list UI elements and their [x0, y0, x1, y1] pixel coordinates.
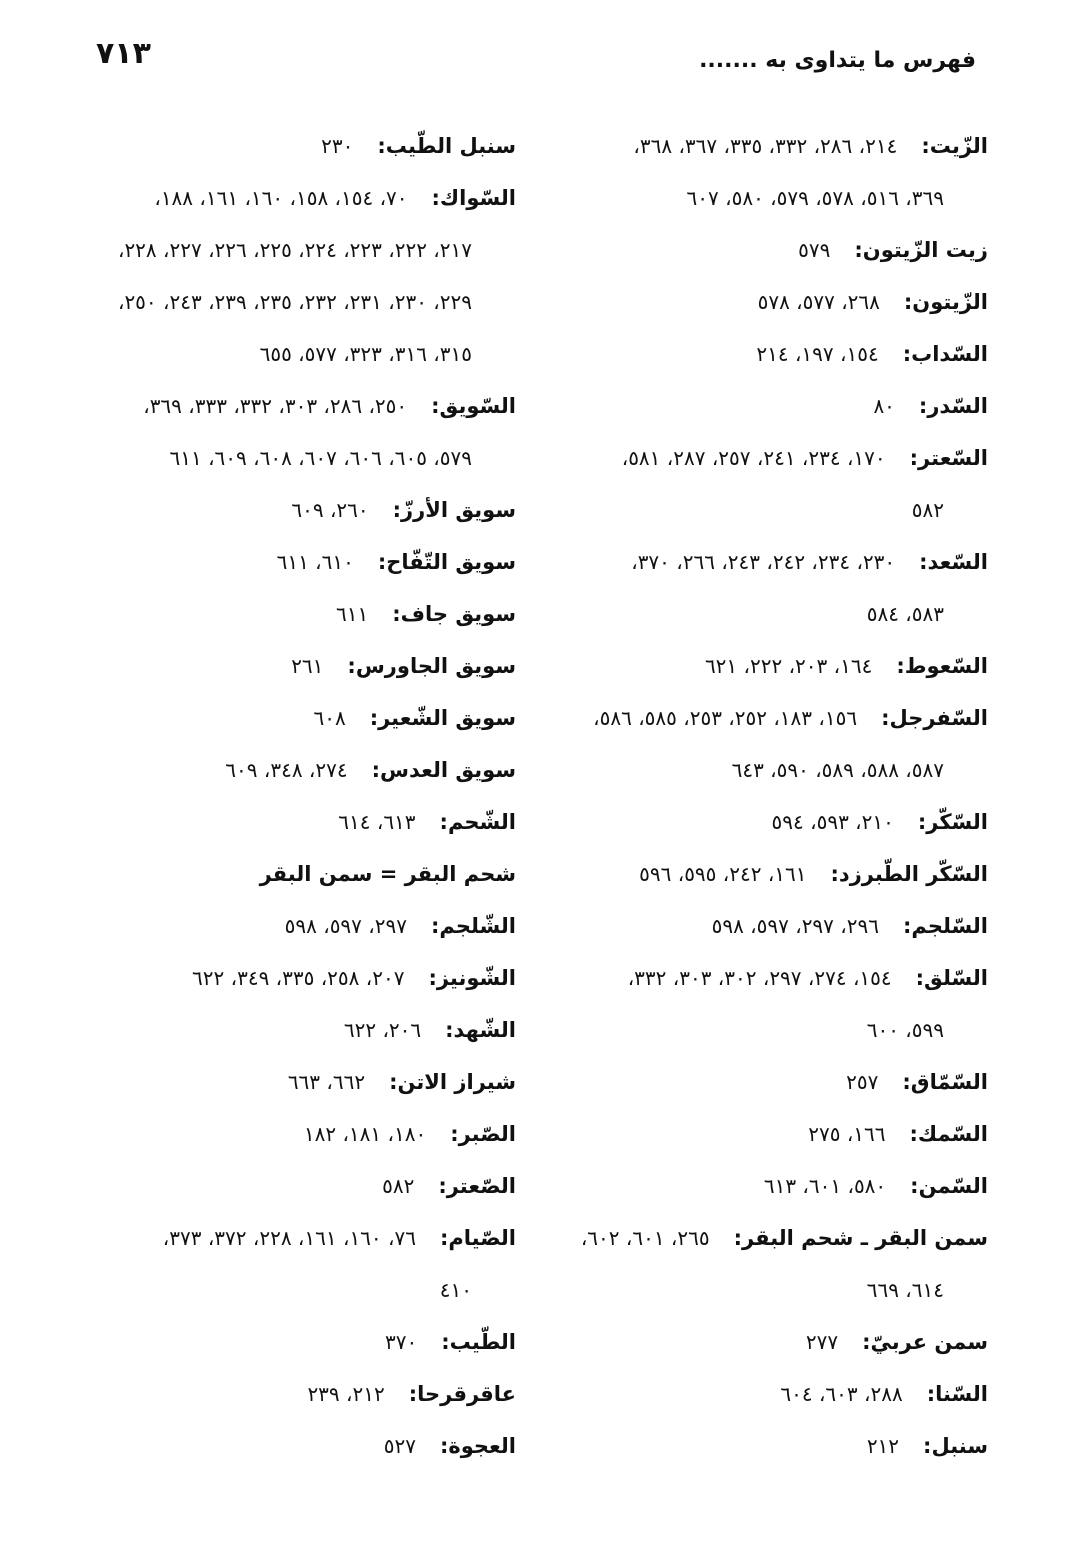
- index-entry: [548, 796, 988, 848]
- index-entry: [76, 1212, 516, 1264]
- entry-term: سويق الجاورس:: [347, 654, 516, 678]
- page-number: ٧١٣: [96, 36, 151, 71]
- entry-term: السّفرجل:: [881, 706, 988, 730]
- index-entry: [548, 900, 988, 952]
- entry-page-refs: ٢٧٤، ٣٤٨، ٦٠٩: [225, 758, 348, 782]
- entry-page-refs: ٦١٤، ٦٦٩: [866, 1278, 944, 1302]
- entry-term: السّلجم:: [902, 914, 988, 938]
- entry-page-refs: ٧٠، ١٥٤، ١٥٨، ١٦٠، ١٦١، ١٨٨،: [154, 186, 408, 210]
- entry-term: السّمن:: [910, 1174, 988, 1198]
- entry-page-refs: ١٦٦، ٢٧٥: [808, 1122, 886, 1146]
- index-entry: [548, 224, 988, 276]
- entry-page-refs: ٥٧٩: [798, 238, 831, 262]
- entry-term: الشّلجم:: [430, 914, 516, 938]
- entry-page-refs: ٥٧٩، ٦٠٥، ٦٠٦، ٦٠٧، ٦٠٨، ٦٠٩، ٦١١: [169, 446, 472, 470]
- entry-term: سويق التّفّاح:: [377, 550, 516, 574]
- index-entry-continuation: [76, 328, 516, 380]
- index-entry: [76, 380, 516, 432]
- entry-page-refs: ٢٥٧: [846, 1070, 879, 1094]
- entry-page-refs: ٥٨٠، ٦٠١، ٦١٣: [763, 1174, 887, 1198]
- index-entry: [548, 432, 988, 484]
- index-entry: [76, 796, 516, 848]
- entry-page-refs: ٢٦١: [291, 654, 324, 678]
- index-entry: [548, 1316, 988, 1368]
- index-entry: [76, 172, 516, 224]
- entry-term: السّكّر الطّبرزد:: [830, 862, 988, 886]
- entry-page-refs: ٢٨٨، ٦٠٣، ٦٠٤: [780, 1382, 903, 1406]
- entry-page-refs: ٢١٠، ٥٩٣، ٥٩٤: [771, 810, 894, 834]
- index-entry: [76, 1368, 516, 1420]
- index-entry: [76, 1004, 516, 1056]
- entry-term: سويق جاف:: [392, 602, 516, 626]
- index-entry-continuation: [76, 1264, 516, 1316]
- entry-page-refs: ٢١٧، ٢٢٢، ٢٢٣، ٢٢٤، ٢٢٥، ٢٢٦، ٢٢٧، ٢٢٨،: [117, 238, 472, 262]
- entry-page-refs: ٢٩٦، ٢٩٧، ٥٩٧، ٥٩٨: [711, 914, 879, 938]
- index-entry: [76, 484, 516, 536]
- index-entry: [548, 1108, 988, 1160]
- entry-page-refs: ٢٦٨، ٥٧٧، ٥٧٨: [757, 290, 880, 314]
- entry-term: السّويق:: [431, 394, 516, 418]
- entry-page-refs: ٨٠: [873, 394, 895, 418]
- entry-term: السّنا:: [926, 1382, 988, 1406]
- entry-page-refs: ٢٠٦، ٦٢٢: [343, 1018, 422, 1042]
- entry-term: العجوة:: [439, 1434, 516, 1458]
- entry-page-refs: ٢٦٥، ٦٠١، ٦٠٢،: [580, 1226, 710, 1250]
- index-entry: [548, 328, 988, 380]
- entry-term: السّعد:: [919, 550, 988, 574]
- entry-page-refs: ٢٢٩، ٢٣٠، ٢٣١، ٢٣٢، ٢٣٥، ٢٣٩، ٢٤٣، ٢٥٠،: [117, 290, 472, 314]
- entry-page-refs: ٣١٥، ٣١٦، ٣٢٣، ٥٧٧، ٦٥٥: [259, 342, 472, 366]
- index-entry: [548, 276, 988, 328]
- index-entry: [548, 952, 988, 1004]
- index-entry: [548, 692, 988, 744]
- entry-page-refs: ٢٣٠: [321, 134, 354, 158]
- index-entry-continuation: [548, 588, 988, 640]
- index-entry: [548, 848, 988, 900]
- entry-page-refs: ١٥٦، ١٨٣، ٢٥٢، ٢٥٣، ٥٨٥، ٥٨٦،: [593, 706, 858, 730]
- entry-page-refs: ٥٨٧، ٥٨٨، ٥٨٩، ٥٩٠، ٦٤٣: [731, 758, 944, 782]
- entry-page-refs: ٥٨٢: [911, 498, 944, 522]
- entry-page-refs: ١٥٤، ١٩٧، ٢١٤: [756, 342, 879, 366]
- index-entry-continuation: [76, 432, 516, 484]
- entry-term: السّدر:: [918, 394, 988, 418]
- entry-term: شحم البقر = سمن البقر: [259, 862, 516, 886]
- entry-page-refs: ٦١١: [336, 602, 369, 626]
- index-entry-continuation: [548, 1264, 988, 1316]
- index-entry: [548, 1160, 988, 1212]
- index-column-left: [76, 120, 516, 1472]
- entry-term: سويق الشّعير:: [369, 706, 516, 730]
- index-entry: [76, 900, 516, 952]
- entry-term: السّمك:: [909, 1122, 988, 1146]
- entry-page-refs: ٢٩٧، ٥٩٧، ٥٩٨: [284, 914, 407, 938]
- entry-term: سويق العدس:: [371, 758, 516, 782]
- entry-term: السّعتر:: [909, 446, 988, 470]
- entry-page-refs: ١٦٤، ٢٠٣، ٢٢٢، ٦٢١: [704, 654, 873, 678]
- entry-term: الطّيب:: [441, 1330, 516, 1354]
- index-column-right: [548, 120, 988, 1472]
- index-entry-continuation: [76, 276, 516, 328]
- entry-term: السّداب:: [902, 342, 988, 366]
- entry-page-refs: ٢٦٠، ٦٠٩: [291, 498, 369, 522]
- index-entry: [548, 640, 988, 692]
- entry-term: الصّبر:: [450, 1122, 516, 1146]
- entry-term: سمن عربيّ:: [862, 1330, 988, 1354]
- entry-term: الزّيتون:: [903, 290, 988, 314]
- index-entry-continuation: [548, 484, 988, 536]
- index-entry: [76, 120, 516, 172]
- entry-term: الشّحم:: [439, 810, 516, 834]
- index-entry: [76, 744, 516, 796]
- entry-term: السّكّر:: [917, 810, 988, 834]
- entry-page-refs: ٥٨٢: [382, 1174, 415, 1198]
- entry-term: زيت الزّيتون:: [854, 238, 988, 262]
- index-entry: [548, 1212, 988, 1264]
- entry-page-refs: ٥٨٣، ٥٨٤: [866, 602, 944, 626]
- index-entry-continuation: [76, 224, 516, 276]
- entry-page-refs: ٣٦٩، ٥١٦، ٥٧٨، ٥٧٩، ٥٨٠، ٦٠٧: [686, 186, 944, 210]
- index-entry: [548, 1420, 988, 1472]
- index-entry: [76, 1056, 516, 1108]
- entry-page-refs: ٥٢٧: [383, 1434, 416, 1458]
- entry-page-refs: ٢٣٠، ٢٣٤، ٢٤٢، ٢٤٣، ٢٦٦، ٣٧٠،: [631, 550, 896, 574]
- entry-page-refs: ١٨٠، ١٨١، ١٨٢: [303, 1122, 427, 1146]
- index-entry: [548, 1056, 988, 1108]
- entry-page-refs: ٢٠٧، ٢٥٨، ٣٣٥، ٣٤٩، ٦٢٢: [192, 966, 405, 990]
- index-entry: [76, 1108, 516, 1160]
- entry-page-refs: ٢١٢، ٢٣٩: [307, 1382, 385, 1406]
- index-entry-continuation: [548, 744, 988, 796]
- entry-term: سنبل الطّيب:: [377, 134, 516, 158]
- entry-page-refs: ٢٧٧: [805, 1330, 839, 1354]
- entry-page-refs: ٦١٠، ٦١١: [276, 550, 354, 574]
- index-entry: [76, 848, 516, 900]
- entry-term: عاقرقرحا:: [408, 1382, 516, 1406]
- entry-page-refs: ٢١٤، ٢٨٦، ٣٣٢، ٣٣٥، ٣٦٧، ٣٦٨،: [633, 134, 898, 158]
- entry-page-refs: ٦٦٢، ٦٦٣: [287, 1070, 366, 1094]
- index-entry: [548, 536, 988, 588]
- index-entry: [548, 380, 988, 432]
- entry-term: سنبل:: [923, 1434, 988, 1458]
- entry-term: السّواك:: [431, 186, 516, 210]
- index-entry: [76, 536, 516, 588]
- entry-page-refs: ١٧٠، ٢٣٤، ٢٤١، ٢٥٧، ٢٨٧، ٥٨١،: [621, 446, 886, 470]
- entry-page-refs: ٣٧٠: [385, 1330, 418, 1354]
- index-entry-continuation: [548, 1004, 988, 1056]
- entry-term: الشّونيز:: [428, 966, 516, 990]
- index-entry: [76, 1160, 516, 1212]
- entry-page-refs: ٦١٣، ٦١٤: [338, 810, 416, 834]
- entry-term: شيراز الاتن:: [389, 1070, 516, 1094]
- index-entry: [76, 588, 516, 640]
- entry-page-refs: ٦٠٨: [313, 706, 346, 730]
- index-entry: [76, 640, 516, 692]
- entry-page-refs: ١٥٤، ٢٧٤، ٢٩٧، ٣٠٢، ٣٠٣، ٣٣٢،: [627, 966, 892, 990]
- index-entry: [548, 120, 988, 172]
- entry-page-refs: ٤١٠: [439, 1278, 472, 1302]
- running-title: فهرس ما يتداوى به .......: [699, 48, 976, 73]
- entry-page-refs: ٢٥٠، ٢٨٦، ٣٠٣، ٣٣٢، ٣٣٣، ٣٦٩،: [143, 394, 408, 418]
- entry-page-refs: ٧٦، ١٦٠، ١٦١، ٢٢٨، ٣٧٢، ٣٧٣،: [162, 1226, 416, 1250]
- index-entry-continuation: [548, 172, 988, 224]
- entry-term: الشّهد:: [445, 1018, 516, 1042]
- entry-page-refs: ٥٩٩، ٦٠٠: [866, 1018, 944, 1042]
- entry-term: الصّيام:: [439, 1226, 516, 1250]
- index-entry: [76, 952, 516, 1004]
- index-entry: [76, 1420, 516, 1472]
- entry-term: سويق الأرزّ:: [392, 498, 516, 522]
- entry-term: السّمّاق:: [902, 1070, 988, 1094]
- entry-term: السّعوط:: [896, 654, 988, 678]
- entry-term: سمن البقر ـ شحم البقر:: [733, 1226, 988, 1250]
- index-entry: [76, 692, 516, 744]
- entry-term: الزّيت:: [921, 134, 988, 158]
- index-entry: [548, 1368, 988, 1420]
- entry-page-refs: ١٦١، ٢٤٢، ٥٩٥، ٥٩٦: [639, 862, 807, 886]
- entry-term: الصّعتر:: [438, 1174, 516, 1198]
- entry-term: السّلق:: [915, 966, 988, 990]
- entry-page-refs: ٢١٢: [866, 1434, 900, 1458]
- index-entry: [76, 1316, 516, 1368]
